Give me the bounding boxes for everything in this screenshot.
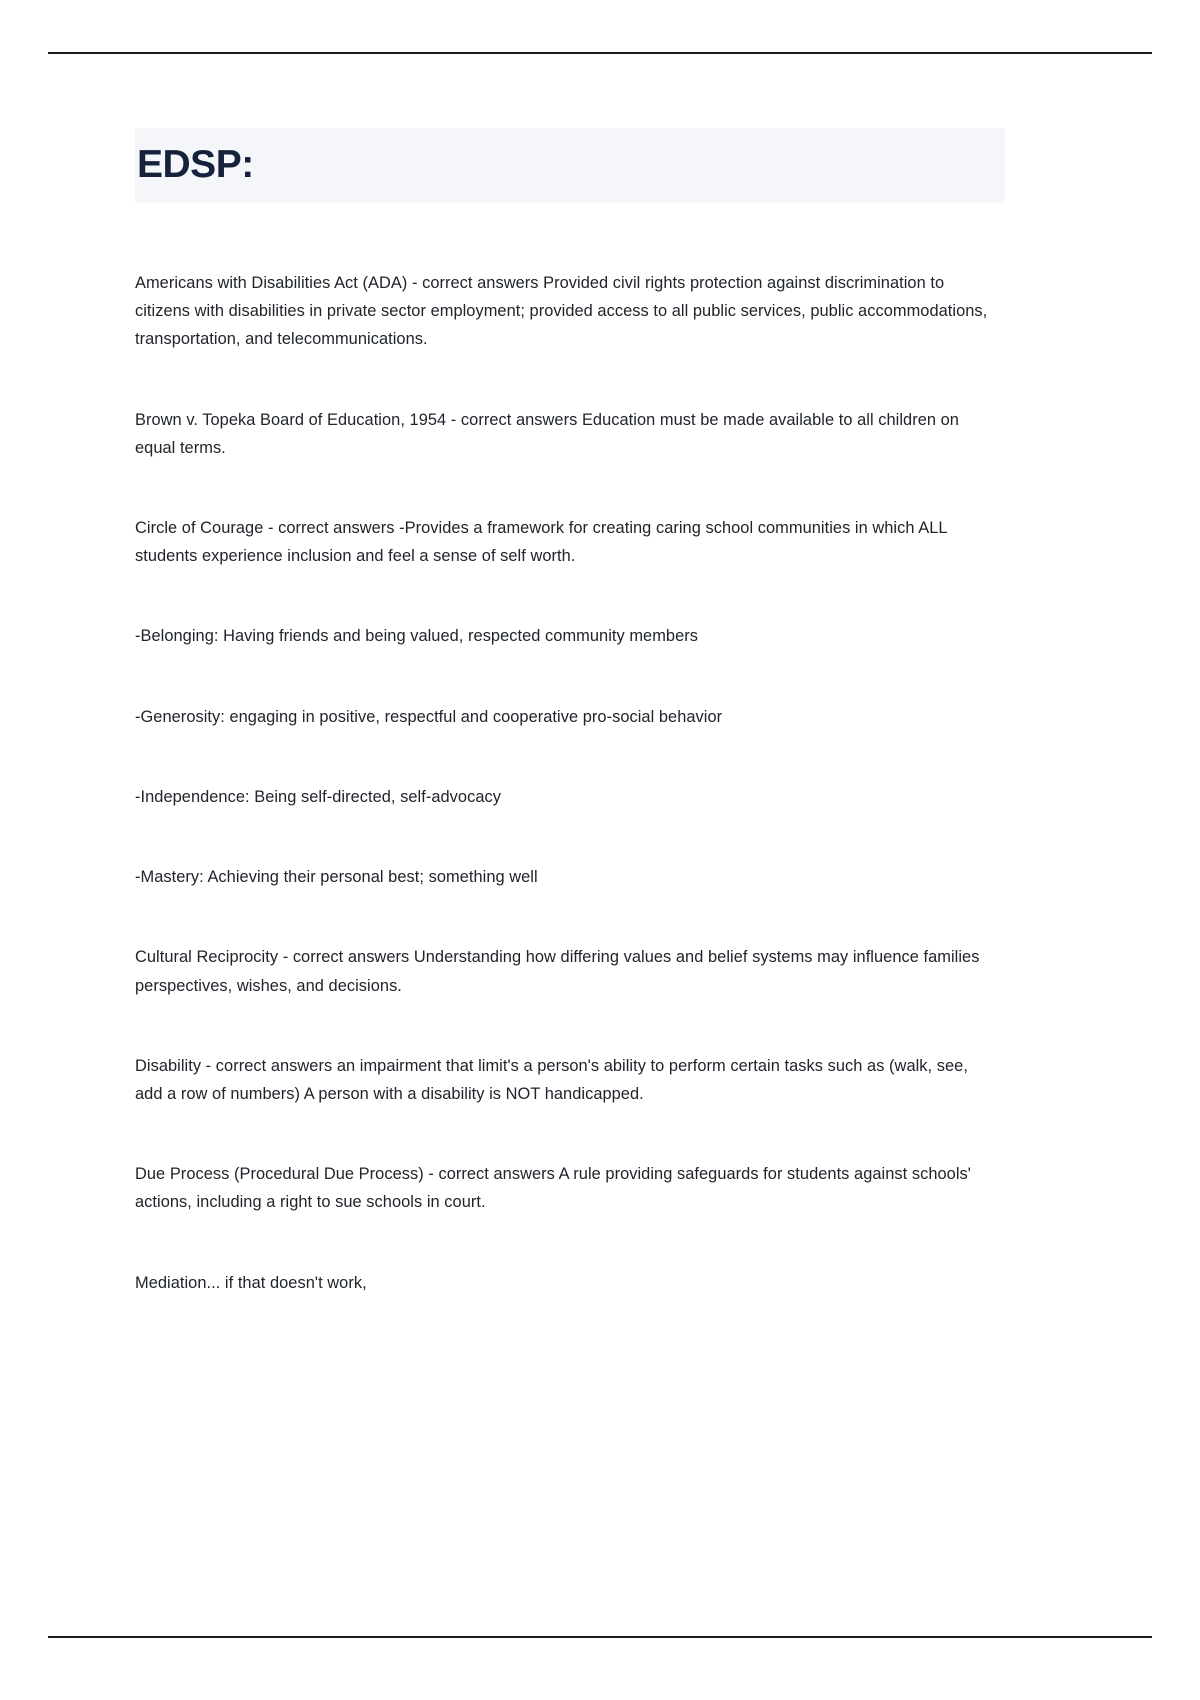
paragraph-circle-of-courage: Circle of Courage - correct answers -Provides a framework for creating caring school communities in which ALL students experience inclusion and feel a sense of self worth.	[135, 518, 947, 566]
paragraph-ada: Americans with Disabilities Act (ADA) - correct answers Provided civil rights protection against discrimination to citizens with disabilities in private sector employment; provided access to all public services, public accommodations, transportation, and telecommunications.	[135, 273, 988, 349]
footer-rule	[48, 1636, 1152, 1638]
paragraph-brown-v-topeka: Brown v. Topeka Board of Education, 1954 - correct answers Education must be made available to all children on equal terms.	[135, 410, 959, 457]
document-content	[135, 128, 1005, 1297]
paragraph-mediation: Mediation... if that doesn't work,	[135, 1273, 367, 1292]
paragraph-cultural-reciprocity: Cultural Reciprocity - correct answers Understanding how differing values and belief systems may influence families perspectives, wishes, and decisions.	[135, 948, 980, 995]
paragraph-due-process: Due Process (Procedural Due Process) - correct answers A rule providing safeguards for students against schools' actions, including a right to sue schools in court.	[135, 1165, 971, 1212]
document-body	[135, 269, 1005, 1297]
paragraph-generosity: -Generosity: engaging in positive, respectful and cooperative pro-social behavior	[135, 707, 723, 726]
title-band	[135, 128, 1005, 203]
paragraph-mastery: -Mastery: Achieving their personal best; something well	[135, 868, 538, 887]
paragraph-belonging: -Belonging: Having friends and being valued, respected community members	[135, 627, 699, 646]
paragraph-independence: -Independence: Being self-directed, self-advocacy	[135, 787, 501, 806]
page-title: EDSP:	[137, 143, 254, 186]
paragraph-disability: Disability - correct answers an impairment that limit's a person's ability to perform certain tasks such as (walk, see, add a row of numbers) A person with a disability is NOT handicapped.	[135, 1056, 968, 1103]
header-rule	[48, 52, 1152, 54]
